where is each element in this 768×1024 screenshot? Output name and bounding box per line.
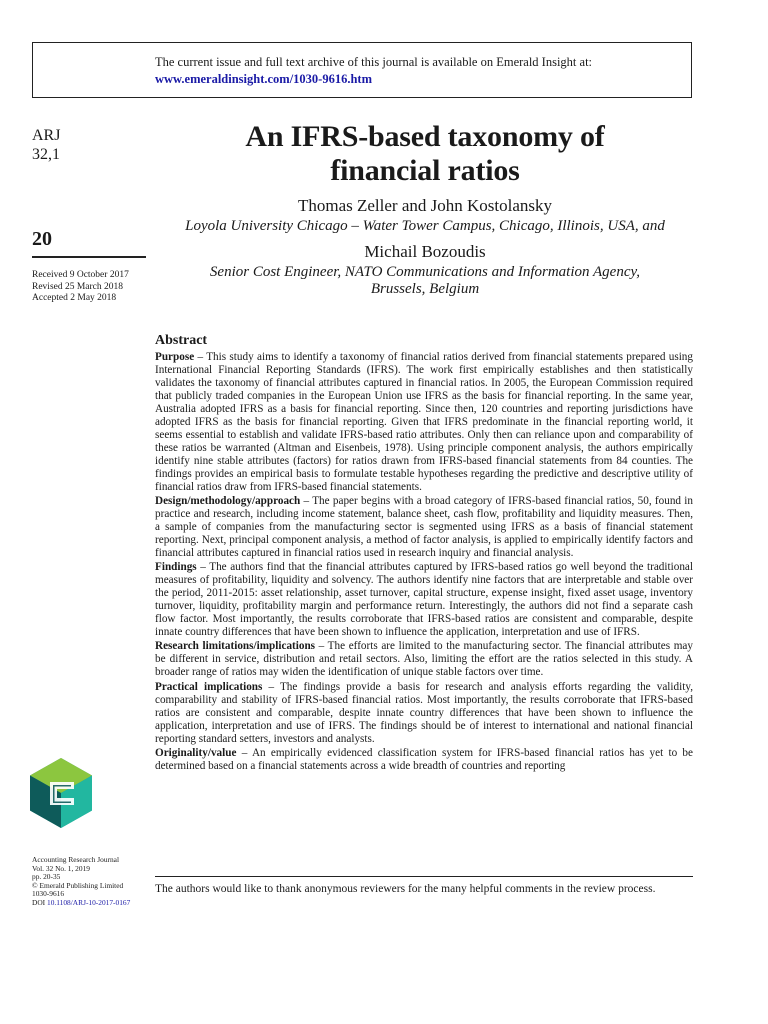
received-date: Received 9 October 2017: [32, 270, 129, 280]
sidebar-divider: [32, 256, 146, 258]
author-names-1: Thomas Zeller and John Kostolansky: [297, 196, 552, 215]
abstract-section-design: Design/methodology/approach – The paper begins with a broad category of IFRS-based financial ratios, 50, found in practice and research, including income statement, balance sheet, cash flow, profitability and liquidity measures. Then, a sample of companies from the manufacturing sector is segmented using IFRS as a basis of financial statement reporting. Next, principal component analysis, a method of factor analysis, is applied to empirically identify factors and financial attributes captured in financial ratios used in research inquiry and financial analysis.: [155, 494, 693, 559]
footnote-divider: [155, 876, 693, 877]
abstract-heading: Abstract: [155, 333, 208, 348]
volume-issue: 32,1: [32, 146, 60, 163]
notice-text: The current issue and full text archive of this journal is available on Emerald Insight at:: [155, 55, 593, 69]
revised-date: Revised 25 March 2018: [32, 281, 124, 292]
abstract-section-purpose: Purpose – This study aims to identify a taxonomy of financial ratios derived from financial statements prepared using International Financial Reporting Standards (IFRS). The work first empirically establishes and then statistically validates the taxonomy of financial attributes captured in financial ratios. In 2005, the European Commission required that publicly traded companies in the European Union use IFRS as the basis for financial reporting. In the same year, Australia adopted IFRS as a basis for financial reporting. Since then, 120 countries and reporting jurisdictions have adopted IFRS as the basis for financial reporting. Given that IFRS predominate in the financial reporting world, it seems essential to establish and validate IFRS-based ratio attributes. Only then can reliance upon and comparability of these ratios be warranted (Altman and Eisenbeis, 1978). Using principle component analysis, the authors empirically identify nine stable attributes (factors) for ratios drawn from IFRS-based financial statements from 84 counties. The findings provides an empirical basis to formulate testable hypotheses regarding the predictive and descriptive utility of financial ratios draw from IFRS-based financial statements.: [155, 351, 693, 493]
article-history: [32, 270, 129, 305]
abstract-section-practical: Practical implications – The findings provide a basis for research and analysis efforts regarding the validity, comparability and stability of IFRS-based financial ratios. Most importantly, the results corroborate that IFRS-based ratios are consistent and comparable, despite innate country differences that have been shown to influence the application, interpretation and use of IFRS. The findings should be of interest to international and national financial reporting standard setters, investors and analysts.: [155, 680, 693, 745]
journal-url-link[interactable]: www.emeraldinsight.com/1030-9616.htm: [155, 72, 372, 86]
page-number: 20: [32, 228, 52, 250]
journal-volume-label: [32, 126, 60, 164]
article-title: An IFRS-based taxonomy of financial ratios: [245, 120, 605, 187]
journal-abbrev: ARJ: [32, 127, 61, 144]
author-affiliation-2: Senior Cost Engineer, NATO Communications and Information Agency, Brussels, Belgium: [209, 264, 641, 297]
abstract-section-findings: Findings – The authors find that the financial attributes captured by IFRS-based ratios go well beyond the traditional measures of profitability, liquidity and solvency. The authors identify nine factors that are interpretable and stable over the period, 2011-2015: asset relationship, asset turnover, capital structure, expense insight, fixed asset usage, inventory turnover, liquidity, profitability margin and performance return. Interestingly, the authors did not find a separate cash flow factor. Most importantly, the results corroborate that IFRS-based ratios are consistent and comparable, despite innate country differences that have been shown to influence the application, interpretation and use of IFRS.: [155, 561, 693, 639]
doi-link[interactable]: 10.1108/ARJ-10-2017-0167: [47, 897, 131, 907]
abstract-section-originality: Originality/value – An empirically evidenced classification system for IFRS-based financial ratios has yet to be determined based on a financial statements across a wide breadth of countries and reporting: [155, 747, 693, 773]
acknowledgement-footnote: The authors would like to thank anonymous reviewers for the many helpful comments in the review process.: [155, 883, 656, 895]
journal-citation: Accounting Research Journal Vol. 32 No. 1, 2019 pp. 20-35 © Emerald Publishing Limited 1030-9616 DOI 10.1108/ARJ-10-2017-0167: [32, 855, 131, 907]
accepted-date: Accepted 2 May 2018: [32, 293, 117, 303]
author-names-2: Michail Bozoudis: [364, 242, 486, 261]
emerald-publishing-logo: [30, 758, 92, 828]
abstract-body: [155, 351, 693, 775]
journal-availability-notice: [32, 42, 692, 98]
author-affiliation-1: Loyola University Chicago – Water Tower Campus, Chicago, Illinois, USA, and: [185, 218, 665, 234]
abstract-section-limitations: Research limitations/implications – The efforts are limited to the manufacturing sector. The financial attributes may be different in service, distribution and retail sectors. Also, limiting the effort are the ratios selected in this study. A broader range of ratios may widen the identification of unique stable factors over time.: [155, 640, 693, 679]
